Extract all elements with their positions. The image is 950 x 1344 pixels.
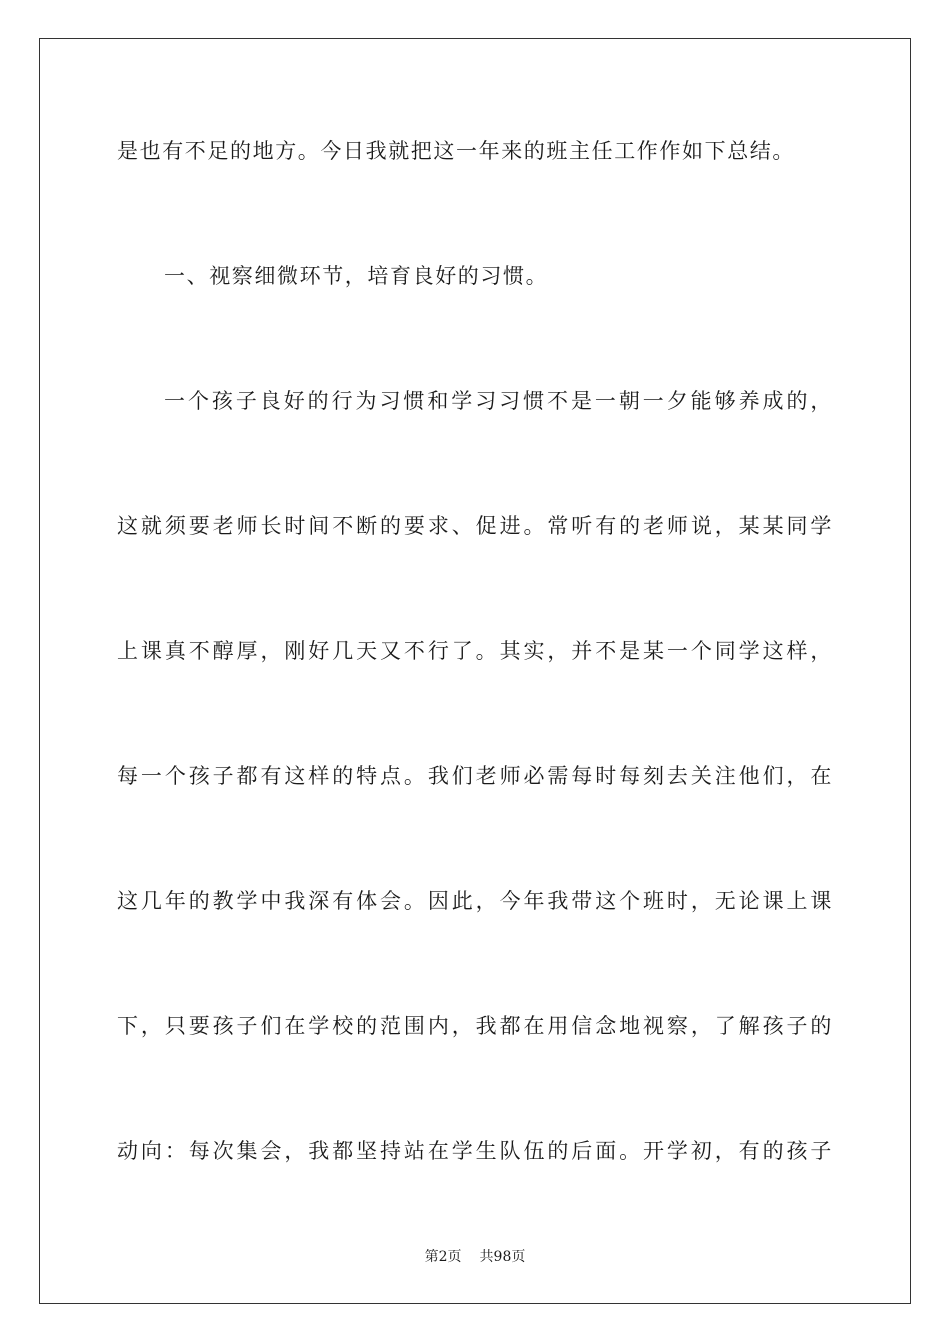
page-total: 共98页 (479, 1249, 526, 1265)
text-line-6: 每一个孩子都有这样的特点。我们老师必需每时每刻去关注他们，在 (117, 764, 833, 788)
text-line-7: 这几年的教学中我深有体会。因此，今年我带这个班时，无论课上课 (117, 889, 833, 913)
page-footer (0, 1247, 950, 1267)
text-line-5: 上课真不醇厚，刚好几天又不行了。其实，并不是某一个同学这样， (117, 639, 833, 663)
text-line-8: 下，只要孩子们在学校的范围内，我都在用信念地视察，了解孩子的 (117, 1014, 833, 1038)
page-border (39, 38, 911, 1304)
text-line-9: 动向：每次集会，我都坚持站在学生队伍的后面。开学初，有的孩子 (117, 1139, 833, 1163)
text-line-4: 这就须要老师长时间不断的要求、促进。常听有的老师说，某某同学 (117, 514, 833, 538)
page-number: 第2页 (424, 1249, 462, 1265)
text-line-3: 一个孩子良好的行为习惯和学习习惯不是一朝一夕能够养成的， (164, 389, 833, 413)
text-line-1: 是也有不足的地方。今日我就把这一年来的班主任工作作如下总结。 (117, 139, 795, 163)
section-heading: 一、视察细微环节，培育良好的习惯。 (164, 264, 549, 288)
